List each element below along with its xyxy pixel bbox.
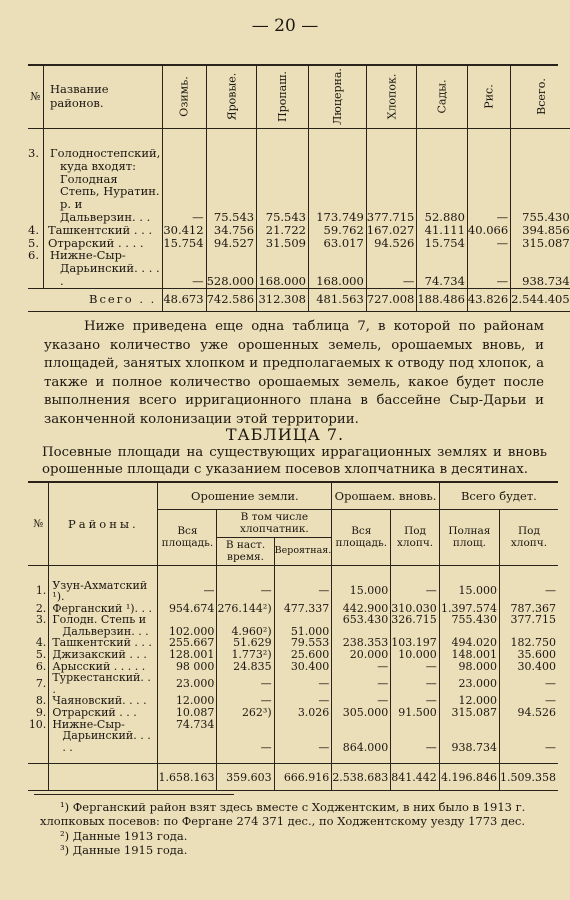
col-header-row-crops: Пропаш. bbox=[257, 64, 309, 129]
table-row: 7. Туркестанский. . . 23.000 — — — — 23.000 — bbox=[35, 671, 556, 696]
col-header-rice: Рис. bbox=[467, 64, 510, 129]
group-header-cotton: В том числе хлопчатник. bbox=[217, 509, 332, 537]
col-header-cotton: Хлопок. bbox=[366, 64, 417, 129]
total-row: Всего . . 48.673 742.586 312.308 481.563 727.008 188.486 43.826 2.544.405 bbox=[28, 288, 570, 311]
col-districts-header: Районы. bbox=[49, 483, 158, 565]
table-row: 2. Ферганский ¹). . . 954.674 276.144²) 477.337 442.900 310.030 1.397.574 787.367 bbox=[35, 601, 556, 615]
col-header-winter: Озимь. bbox=[163, 64, 206, 129]
table-row: 6. Нижне-Сыр-Дарьинский. . . . . — 528.000 168.000 168.000 — 74.734 — 938.734 bbox=[28, 248, 570, 288]
table-row: 4. Ташкентский . . . 30.412 34.756 21.722 59.762 167.027 41.111 40.066 394.856 bbox=[28, 222, 570, 237]
group-header-irrigation: Орошение земли. bbox=[158, 483, 332, 509]
col-new-all-area: Вся площадь. bbox=[332, 509, 391, 565]
table-7-subtitle: Посевные площади на существующих иррагационных землях и вновь орошенные площади с указанием посевов хлопчатника в десятинах. bbox=[42, 445, 547, 477]
col-all-area: Вся площадь. bbox=[158, 509, 217, 565]
group-header-future: Всего будет. bbox=[439, 483, 558, 509]
table-6 bbox=[28, 64, 570, 312]
col-future-cotton: Под хлопч. bbox=[500, 509, 559, 565]
table-row: 6. Арысский . . . . . 98 000 24.835 30.400 — — 98.000 30.400 bbox=[35, 659, 556, 673]
table-row: 1. Узун-Ахматский ¹). — — — 15.000 — 15.000 — bbox=[35, 578, 556, 604]
col-present: В наст. время. bbox=[217, 537, 274, 565]
page-number: — 20 — bbox=[251, 16, 319, 36]
table-row: 10. Нижне-Сыр-Дарьинский. . . . . 74.734 — — 864.000 — 938.734 — bbox=[28, 717, 556, 754]
footnote-1: ¹) Ферганский район взят здесь вместе с Ходжентским, в них было в 1913 г. хлопковых посевов: по Фергане 274 371 дес., по Ходжентскому уезду 1773 дес. bbox=[40, 800, 526, 828]
table-row: 9. Отрарский . . . 10.087 262³) 3.026 305.000 91.500 315.087 94.526 bbox=[35, 706, 556, 720]
col-num-header: № bbox=[28, 483, 49, 565]
col-new-cotton: Под хлопч. bbox=[391, 509, 440, 565]
table-row: 8. Чаяновский. . . . 12.000 — — — — 12.000 — bbox=[35, 694, 556, 708]
col-num-header: № bbox=[28, 64, 43, 129]
col-full-area: Полная площ. bbox=[439, 509, 499, 565]
group-header-new: Орошаем. вновь. bbox=[332, 483, 439, 509]
table-row: 4. Ташкентский . . . 255.667 51.629 79.553 238.353 103.197 494.020 182.750 bbox=[35, 636, 556, 650]
table-7-title: ТАБЛИЦА 7. bbox=[225, 425, 345, 444]
table-row: 5. Отрарский . . . . 15.754 94.527 31.509 63.017 94.526 15.754 — 315.087 bbox=[28, 235, 570, 250]
table-7 bbox=[28, 483, 558, 791]
col-name-header: Название районов. bbox=[43, 64, 162, 129]
col-header-total: Всего. bbox=[511, 64, 570, 129]
table-row: 3. Голодн. Степь и Дальверзин. . . 102.000 4.960²) 51.000 653.430 326.715 755.430 377.715 bbox=[35, 613, 556, 638]
footnote-2: ²) Данные 1913 года. bbox=[60, 829, 188, 843]
col-header-spring: Яровые. bbox=[206, 64, 257, 129]
table-row: 5. Джизакский . . . 128.001 1.773²) 25.600 20.000 10.000 148.001 35.600 bbox=[35, 648, 556, 662]
body-paragraph: Ниже приведена еще одна таблица 7, в которой по районам указано количество уже орошенных земель, орошаемых вновь, и площадей, занятых хлопком и предполагаемых к отводу под хлопок, а также и полное количество орошаемых земель, какое будет после выполнения всего ирригационного плана в бассейне Сыр-Дарьи и законченной колонизации этой территории. bbox=[44, 319, 544, 427]
col-header-gardens: Сады. bbox=[417, 64, 468, 129]
col-header-alfalfa: Люцерна. bbox=[309, 64, 367, 129]
total-row: 1.658.163 359.603 666.916 2.538.683 841.442 4.196.846 1.509.358 bbox=[28, 764, 558, 791]
table-row: 3. Голодностепский, куда входят: Голодная Степь, Нуратин. р. и Дальверзин. . . — 75.543 75.543 173.749 377.715 52.880 — 755.430 bbox=[28, 146, 570, 224]
footnote-3: ³) Данные 1915 года. bbox=[60, 843, 188, 857]
footnote-rule bbox=[34, 794, 234, 795]
col-probable: Вероятная. bbox=[274, 537, 332, 565]
